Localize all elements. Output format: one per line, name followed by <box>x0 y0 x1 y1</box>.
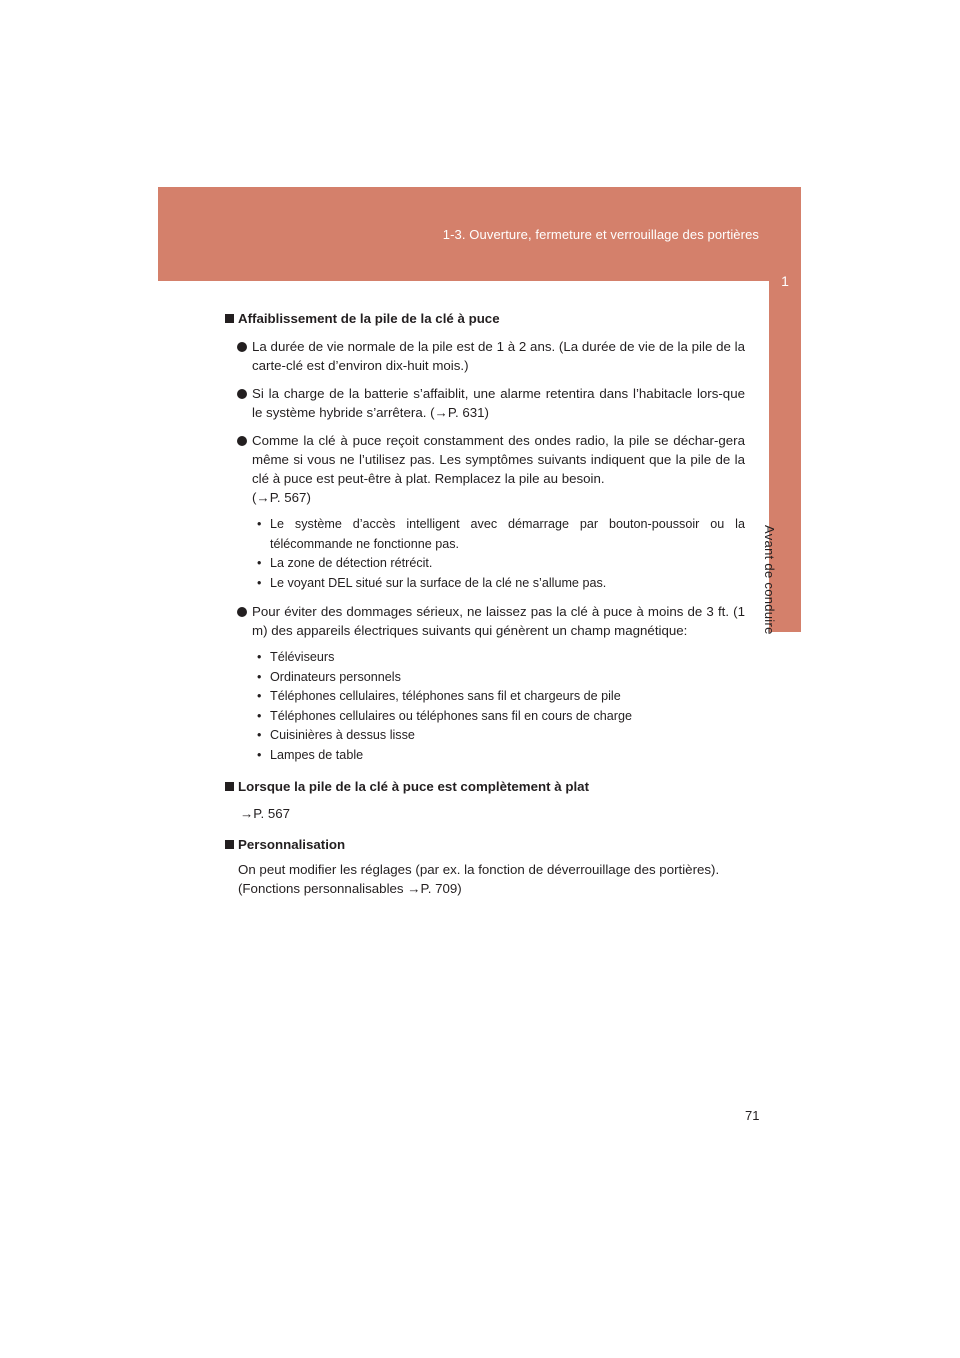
list-item: • Cuisinières à dessus lisse <box>252 726 745 746</box>
section-heading-customization: Personnalisation <box>225 835 745 854</box>
symptom-list <box>252 515 745 593</box>
square-bullet-icon <box>225 314 234 323</box>
section-heading-dead-battery: Lorsque la pile de la clé à puce est complètement à plat <box>225 777 745 796</box>
square-bullet-icon <box>225 840 234 849</box>
list-item: • Ordinateurs personnels <box>252 668 745 688</box>
page-number: 71 <box>745 1108 760 1123</box>
bullet-item: Comme la clé à puce reçoit constamment des ondes radio, la pile se déchar-gera même si vous ne l’utilisez pas. Les symptômes suivants indiquent que la pile de la clé à puce est peut-être à plat. Remplacez la pile au besoin. (→P. 567) <box>225 431 745 507</box>
list-item: • Le voyant DEL situé sur la surface de la clé ne s’allume pas. <box>252 574 745 594</box>
bullet-item: Si la charge de la batterie s’affaiblit, une alarme retentira dans l’habitacle lors-que le système hybride s’arrêtera. (→P. 631) <box>225 384 745 422</box>
section-heading-battery: Affaiblissement de la pile de la clé à puce <box>225 309 745 328</box>
list-item: • Téléphones cellulaires ou téléphones sans fil en cours de charge <box>252 707 745 727</box>
section-title: 1-3. Ouverture, fermeture et verrouillage des portières <box>442 227 759 242</box>
device-list <box>252 648 745 765</box>
list-item: • Lampes de table <box>252 746 745 766</box>
circle-bullet-icon <box>237 607 247 617</box>
chapter-header-band <box>158 187 801 281</box>
list-item: • Téléviseurs <box>252 648 745 668</box>
page-content <box>225 309 745 898</box>
circle-bullet-icon <box>237 436 247 446</box>
list-item: • Téléphones cellulaires, téléphones sans fil et chargeurs de pile <box>252 687 745 707</box>
page-reference: (→P. 567) <box>252 490 311 505</box>
circle-bullet-icon <box>237 389 247 399</box>
bullet-item: La durée de vie normale de la pile est de 1 à 2 ans. (La durée de vie de la pile de la carte-clé est d’environ dix-huit mois.) <box>225 337 745 375</box>
list-item: • La zone de détection rétrécit. <box>252 554 745 574</box>
circle-bullet-icon <box>237 342 247 352</box>
square-bullet-icon <box>225 782 234 791</box>
page-reference: →P. 567 <box>240 806 291 821</box>
customization-text: On peut modifier les réglages (par ex. la fonction de déverrouillage des portières). (Fonctions personnalisables →P. 709) <box>238 862 720 896</box>
chapter-label: Avant de conduire <box>762 525 777 635</box>
list-item: • Le système d’accès intelligent avec démarrage par bouton-poussoir ou la télécommande ne fonctionne pas. <box>252 515 745 554</box>
chapter-number: 1 <box>781 273 789 289</box>
bullet-item: Pour éviter des dommages sérieux, ne laissez pas la clé à puce à moins de 3 ft. (1 m) des appareils électriques suivants qui génèrent un champ magnétique: <box>225 602 745 640</box>
